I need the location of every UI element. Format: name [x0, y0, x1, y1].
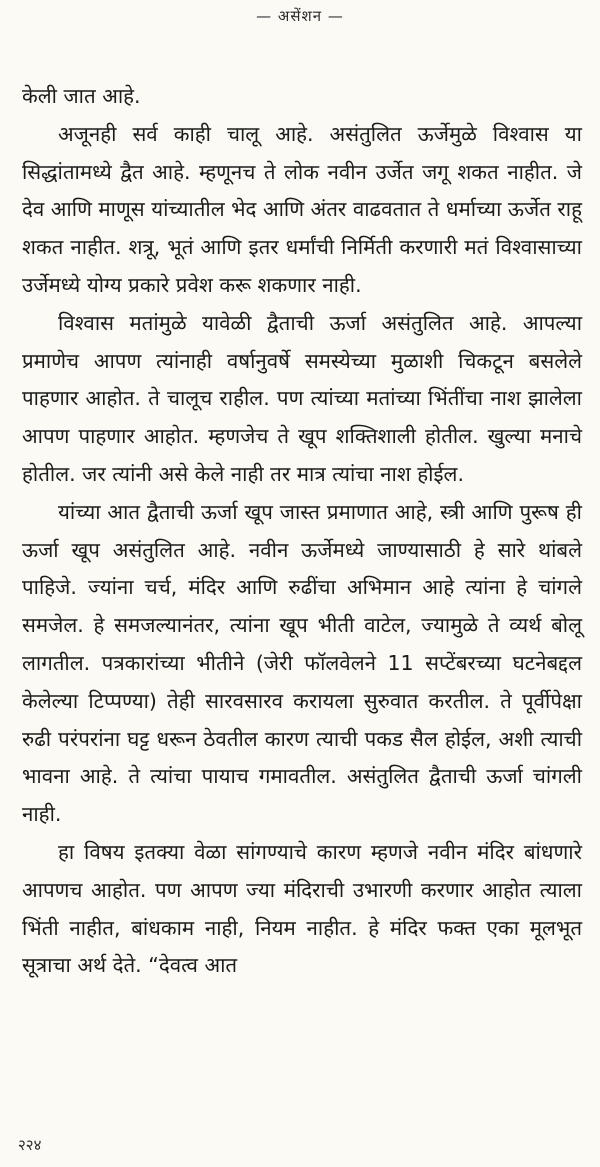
- running-header: — असेंशन —: [256, 7, 344, 25]
- paragraph: यांच्या आत द्वैताची ऊर्जा खूप जास्त प्रमाणात आहे, स्त्री आणि पुरूष ही ऊर्जा खूप असंतुलित आहे. नवीन ऊर्जेमध्ये जाण्यासाठी हे सारे थांबले पाहिजे. ज्यांना चर्च, मंदिर आणि रुढींचा अभिमान आहे त्यांना हे चांगले समजेल. हे समजल्यानंतर, त्यांना खूप भीती वाटेल, ज्यामुळे ते व्यर्थ बोलू लागतील. पत्रकारांच्या भीतीने (जेरी फॉलवेलने 11 सप्टेंबरच्या घटनेबद्दल केलेल्या टिप्पण्या) तेही सारवसारव करायला सुरुवात करतील. ते पूर्वीपेक्षा रुढी परंपरांना घट्ट धरून ठेवतील कारण त्याची पकड सैल होईल, अशी त्याची भावना आहे. ते त्यांचा पायाच गमावतील. असंतुलित द्वैताची ऊर्जा चांगली नाही.: [22, 499, 582, 827]
- paragraph: हा विषय इतक्या वेळा सांगण्याचे कारण म्हणजे नवीन मंदिर बांधणारे आपणच आहोत. पण आपण ज्या मंदिराची उभारणी करणार आहोत त्याला भिंती नाहीत, बांधकाम नाही, नियम नाहीत. हे मंदिर फक्त एका मूलभूत सूत्राचा अर्थ देते. “देवत्व आत: [22, 839, 582, 978]
- paragraph-continuation: केली जात आहे.: [22, 84, 141, 108]
- body-text: [22, 78, 582, 985]
- paragraph: विश्वास मतांमुळे यावेळी द्वैताची ऊर्जा असंतुलित आहे. आपल्या प्रमाणेच आपण त्यांनाही वर्षानुवर्षे समस्येच्या मुळाशी चिकटून बसलेले पाहणार आहोत. ते चालूच राहील. पण त्यांच्या मतांच्या भिंतींचा नाश झालेला आपण पाहणार आहोत. म्हणजेच ते खूप शक्तिशाली होतील. खुल्या मनाचे होतील. जर त्यांनी असे केले नाही तर मात्र त्यांचा नाश होईल.: [22, 310, 582, 486]
- page-number: २२४: [18, 1136, 42, 1154]
- paragraph: अजूनही सर्व काही चालू आहे. असंतुलित ऊर्जेमुळे विश्वास या सिद्धांतामध्ये द्वैत आहे. म्हणूनच ते लोक नवीन उर्जेत जगू शकत नाहीत. जे देव आणि माणूस यांच्यातील भेद आणि अंतर वाढवतात ते धर्माच्या ऊर्जेत राहू शकत नाहीत. शत्रू, भूतं आणि इतर धर्मांची निर्मिती करणारी मतं विश्वासाच्या उर्जेमध्ये योग्य प्रकारे प्रवेश करू शकणार नाही.: [22, 121, 582, 297]
